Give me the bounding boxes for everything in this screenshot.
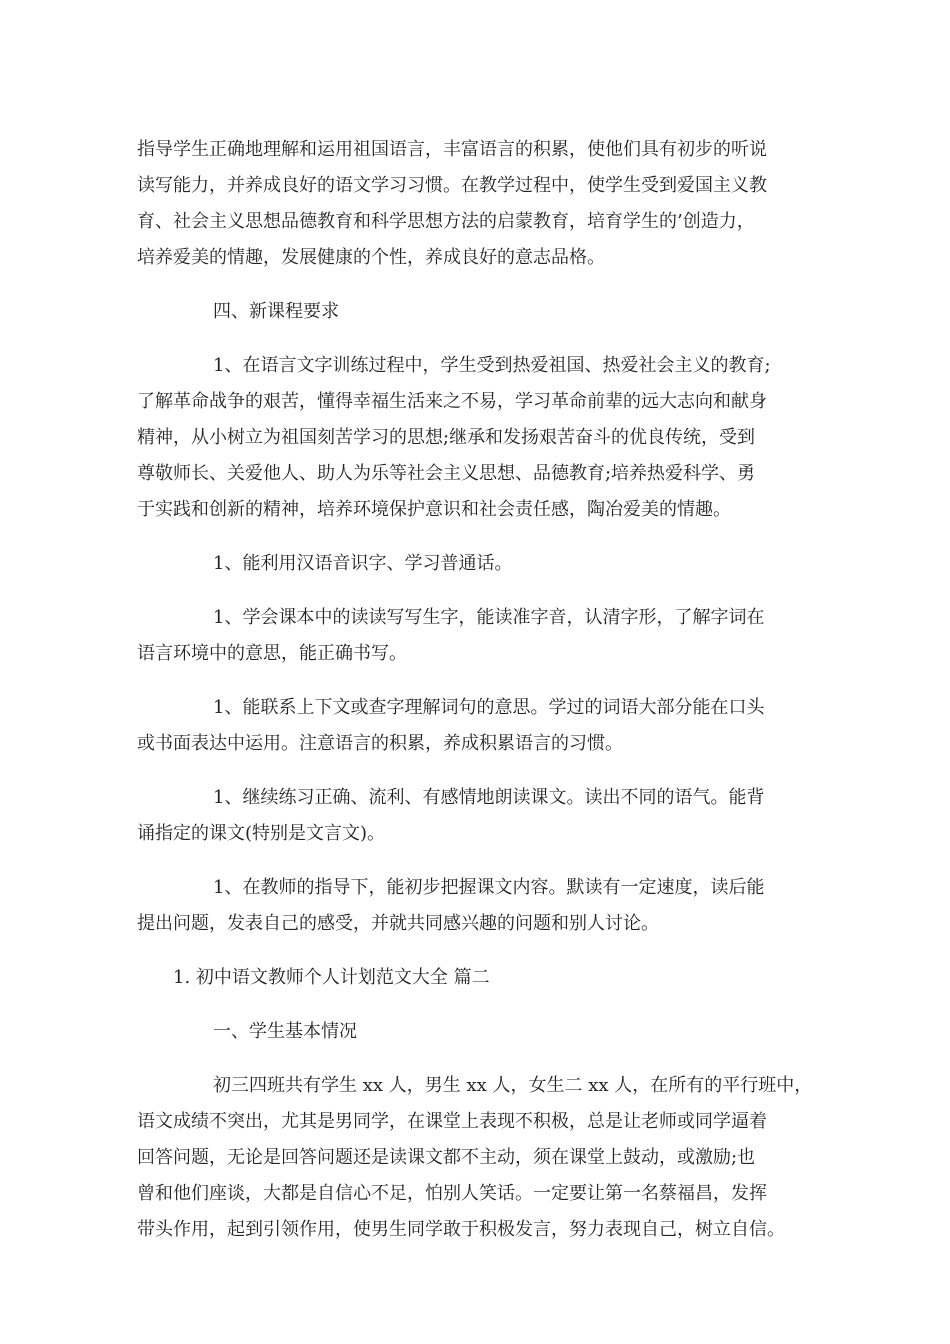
paragraph-requirement-1 bbox=[137, 348, 827, 528]
text-line: 初三四班共有学生 xx 人，男生 xx 人，女生二 xx 人，在所有的平行班中， bbox=[213, 1075, 813, 1096]
heading-text: 一、学生基本情况 bbox=[213, 1021, 357, 1042]
text-line: 尊敬师长、关爱他人、助人为乐等社会主义思想、品德教育;培养热爱科学、勇 bbox=[137, 463, 756, 484]
heading-text: 四、新课程要求 bbox=[213, 301, 339, 322]
text-line: 1、学会课本中的读读写写生字，能读准字音，认清字形，了解字词在 bbox=[213, 607, 765, 628]
text-line: 1、能联系上下文或查字理解词句的意思。学过的词语大部分能在口头 bbox=[213, 697, 765, 718]
text-line: 语文成绩不突出，尤其是男同学，在课堂上表现不积极，总是让老师或同学逼着 bbox=[137, 1111, 767, 1132]
text-line: 曾和他们座谈，大都是自信心不足，怕别人笑话。一定要让第一名蔡福昌，发挥 bbox=[137, 1183, 767, 1204]
text-line: 回答问题，无论是回答问题还是读课文都不主动，须在课堂上鼓动，或激励;也 bbox=[137, 1147, 756, 1168]
text-line: 诵指定的课文(特别是文言文)。 bbox=[137, 823, 386, 844]
text-line: 了解革命战争的艰苦，懂得幸福生活来之不易，学习革命前辈的远大志向和献身 bbox=[137, 391, 767, 412]
paragraph-requirement-4 bbox=[137, 690, 827, 762]
heading-text: 1. 初中语文教师个人计划范文大全 篇二 bbox=[173, 967, 490, 988]
paragraph-requirement-2 bbox=[137, 546, 827, 582]
text-line: 精神，从小树立为祖国刻苦学习的思想;继承和发扬艰苦奋斗的优良传统，受到 bbox=[137, 427, 756, 448]
paragraph-requirement-6 bbox=[137, 870, 827, 942]
section-heading-new-curriculum bbox=[137, 294, 827, 330]
section-title-part-two bbox=[137, 960, 827, 996]
text-line: 或书面表达中运用。注意语言的积累，养成积累语言的习惯。 bbox=[137, 733, 623, 754]
paragraph-requirement-5 bbox=[137, 780, 827, 852]
text-line: 1、在语言文字训练过程中，学生受到热爱祖国、热爱社会主义的教育; bbox=[213, 355, 771, 376]
text-line: 培养爱美的情趣，发展健康的个性，养成良好的意志品格。 bbox=[137, 247, 605, 268]
text-line: 于实践和创新的精神，培养环境保护意识和社会责任感，陶冶爱美的情趣。 bbox=[137, 499, 731, 520]
text-line: 带头作用，起到引领作用，使男生同学敢于积极发言，努力表现自己，树立自信。 bbox=[137, 1219, 785, 1240]
paragraph-student-situation bbox=[137, 1068, 827, 1248]
paragraph-requirement-3 bbox=[137, 600, 827, 672]
text-line: 读写能力，并养成良好的语文学习习惯。在教学过程中，使学生受到爱国主义教 bbox=[137, 175, 767, 196]
paragraph-goals bbox=[137, 132, 827, 276]
section-heading-student-situation bbox=[137, 1014, 827, 1050]
document-body bbox=[137, 132, 827, 1266]
text-line: 指导学生正确地理解和运用祖国语言，丰富语言的积累，使他们具有初步的听说 bbox=[137, 139, 767, 160]
text-line: 1、能利用汉语音识字、学习普通话。 bbox=[213, 553, 513, 574]
text-line: 1、在教师的指导下，能初步把握课文内容。默读有一定速度，读后能 bbox=[213, 877, 765, 898]
text-line: 1、继续练习正确、流利、有感情地朗读课文。读出不同的语气。能背 bbox=[213, 787, 765, 808]
text-line: 育、社会主义思想品德教育和科学思想方法的启蒙教育，培育学生的’创造力， bbox=[137, 211, 755, 232]
text-line: 语言环境中的意思，能正确书写。 bbox=[137, 643, 407, 664]
text-line: 提出问题，发表自己的感受，并就共同感兴趣的问题和别人讨论。 bbox=[137, 913, 659, 934]
